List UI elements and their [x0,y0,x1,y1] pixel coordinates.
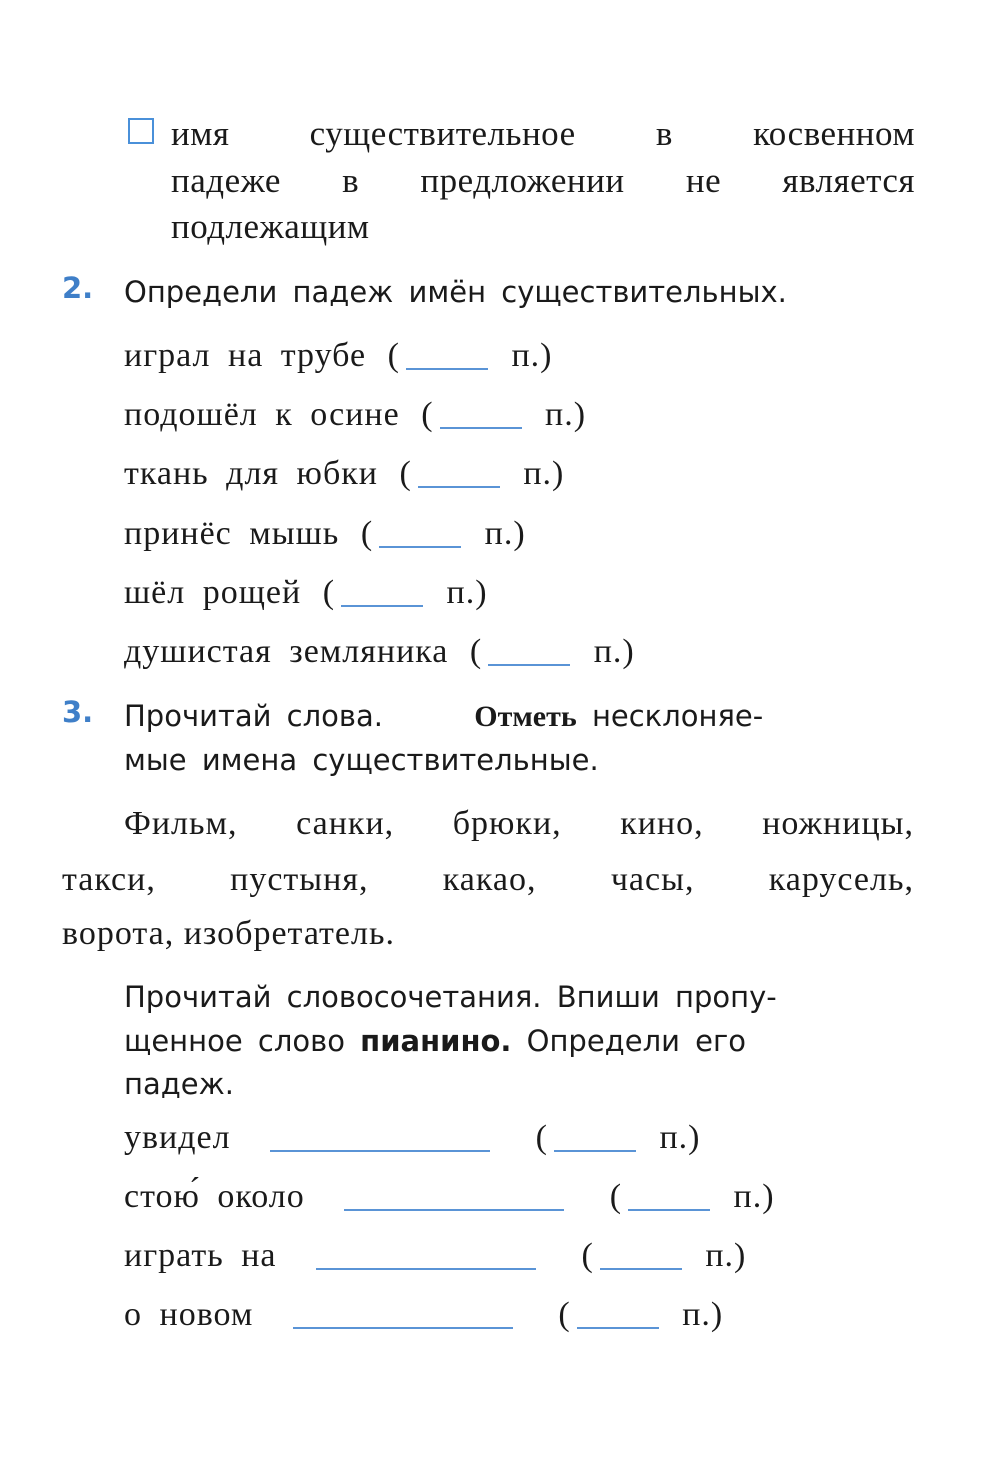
words-line-2: такси, пустыня, какао, часы, карусель, [62,861,914,898]
case-suffix: п.) [446,574,488,611]
case-suffix: п.) [523,455,565,492]
answer-checkbox[interactable] [128,118,154,144]
phrase: подошёл к осине [124,396,400,433]
task-number-2: 2. [62,271,94,305]
phrase: душистая земляника [124,633,449,670]
task2-row-6: душистая земляника ( п.) [124,633,635,670]
task4-bold-word: пианино. [360,1024,512,1058]
task4-instruction-line-2: щенное слово пианино. Определи его [124,1024,746,1058]
case-suffix: п.) [545,396,587,433]
word-blank[interactable] [293,1326,513,1329]
task3-instruction-bold: Отметь [474,700,577,733]
words-line-3: ворота, изобретатель. [62,915,395,952]
task4-instruction-line-1: Прочитай словосочетания. Впиши пропу- [124,980,777,1014]
task4-row-2: стою́ около ( п.) [124,1178,775,1215]
task2-row-5: шёл рощей ( п.) [124,574,488,611]
phrase: о новом [124,1296,254,1333]
phrase: стою́ около [124,1178,305,1215]
case-suffix: п.) [659,1119,701,1156]
case-suffix: п.) [484,515,526,552]
phrase: шёл рощей [124,574,302,611]
case-blank[interactable] [379,545,461,548]
case-suffix: п.) [682,1296,724,1333]
task4-instruction-line-3: падеж. [124,1067,234,1101]
case-blank[interactable] [440,426,522,429]
case-blank[interactable] [554,1149,636,1152]
task3-instruction-line-2: мые имена существительные. [124,743,599,777]
case-suffix: п.) [593,633,635,670]
phrase: играть на [124,1237,277,1274]
case-blank[interactable] [406,367,488,370]
task2-row-2: подошёл к осине ( п.) [124,396,587,433]
task2-row-3: ткань для юбки ( п.) [124,455,565,492]
phrase: ткань для юбки [124,455,378,492]
word-blank[interactable] [270,1149,490,1152]
task4-row-4: о новом ( п.) [124,1296,724,1333]
task2-instruction: Определи падеж имён существительных. [124,275,787,309]
statement-line-1: имя существительное в косвенном [171,114,915,153]
statement-line-2: падеже в предложении не является [171,161,915,200]
word-blank[interactable] [316,1267,536,1270]
case-suffix: п.) [733,1178,775,1215]
task-number-3: 3. [62,695,94,729]
task3-instruction-line-1: Прочитай слова. Отметь несклоняе- [124,699,764,733]
words-line-1: Фильм, санки, брюки, кино, ножницы, [124,805,914,842]
task4-row-1: увидел ( п.) [124,1119,701,1156]
task2-row-4: принёс мышь ( п.) [124,515,526,552]
case-suffix: п.) [705,1237,747,1274]
task2-row-1: играл на трубе ( п.) [124,337,553,374]
case-suffix: п.) [511,337,553,374]
case-blank[interactable] [600,1267,682,1270]
task4-row-3: играть на ( п.) [124,1237,747,1274]
case-blank[interactable] [341,604,423,607]
word-blank[interactable] [344,1208,564,1211]
case-blank[interactable] [628,1208,710,1211]
phrase: принёс мышь [124,515,340,552]
case-blank[interactable] [418,485,500,488]
statement-line-3: подлежащим [171,207,370,246]
case-blank[interactable] [488,663,570,666]
phrase: играл на трубе [124,337,367,374]
phrase: увидел [124,1119,231,1156]
case-blank[interactable] [577,1326,659,1329]
